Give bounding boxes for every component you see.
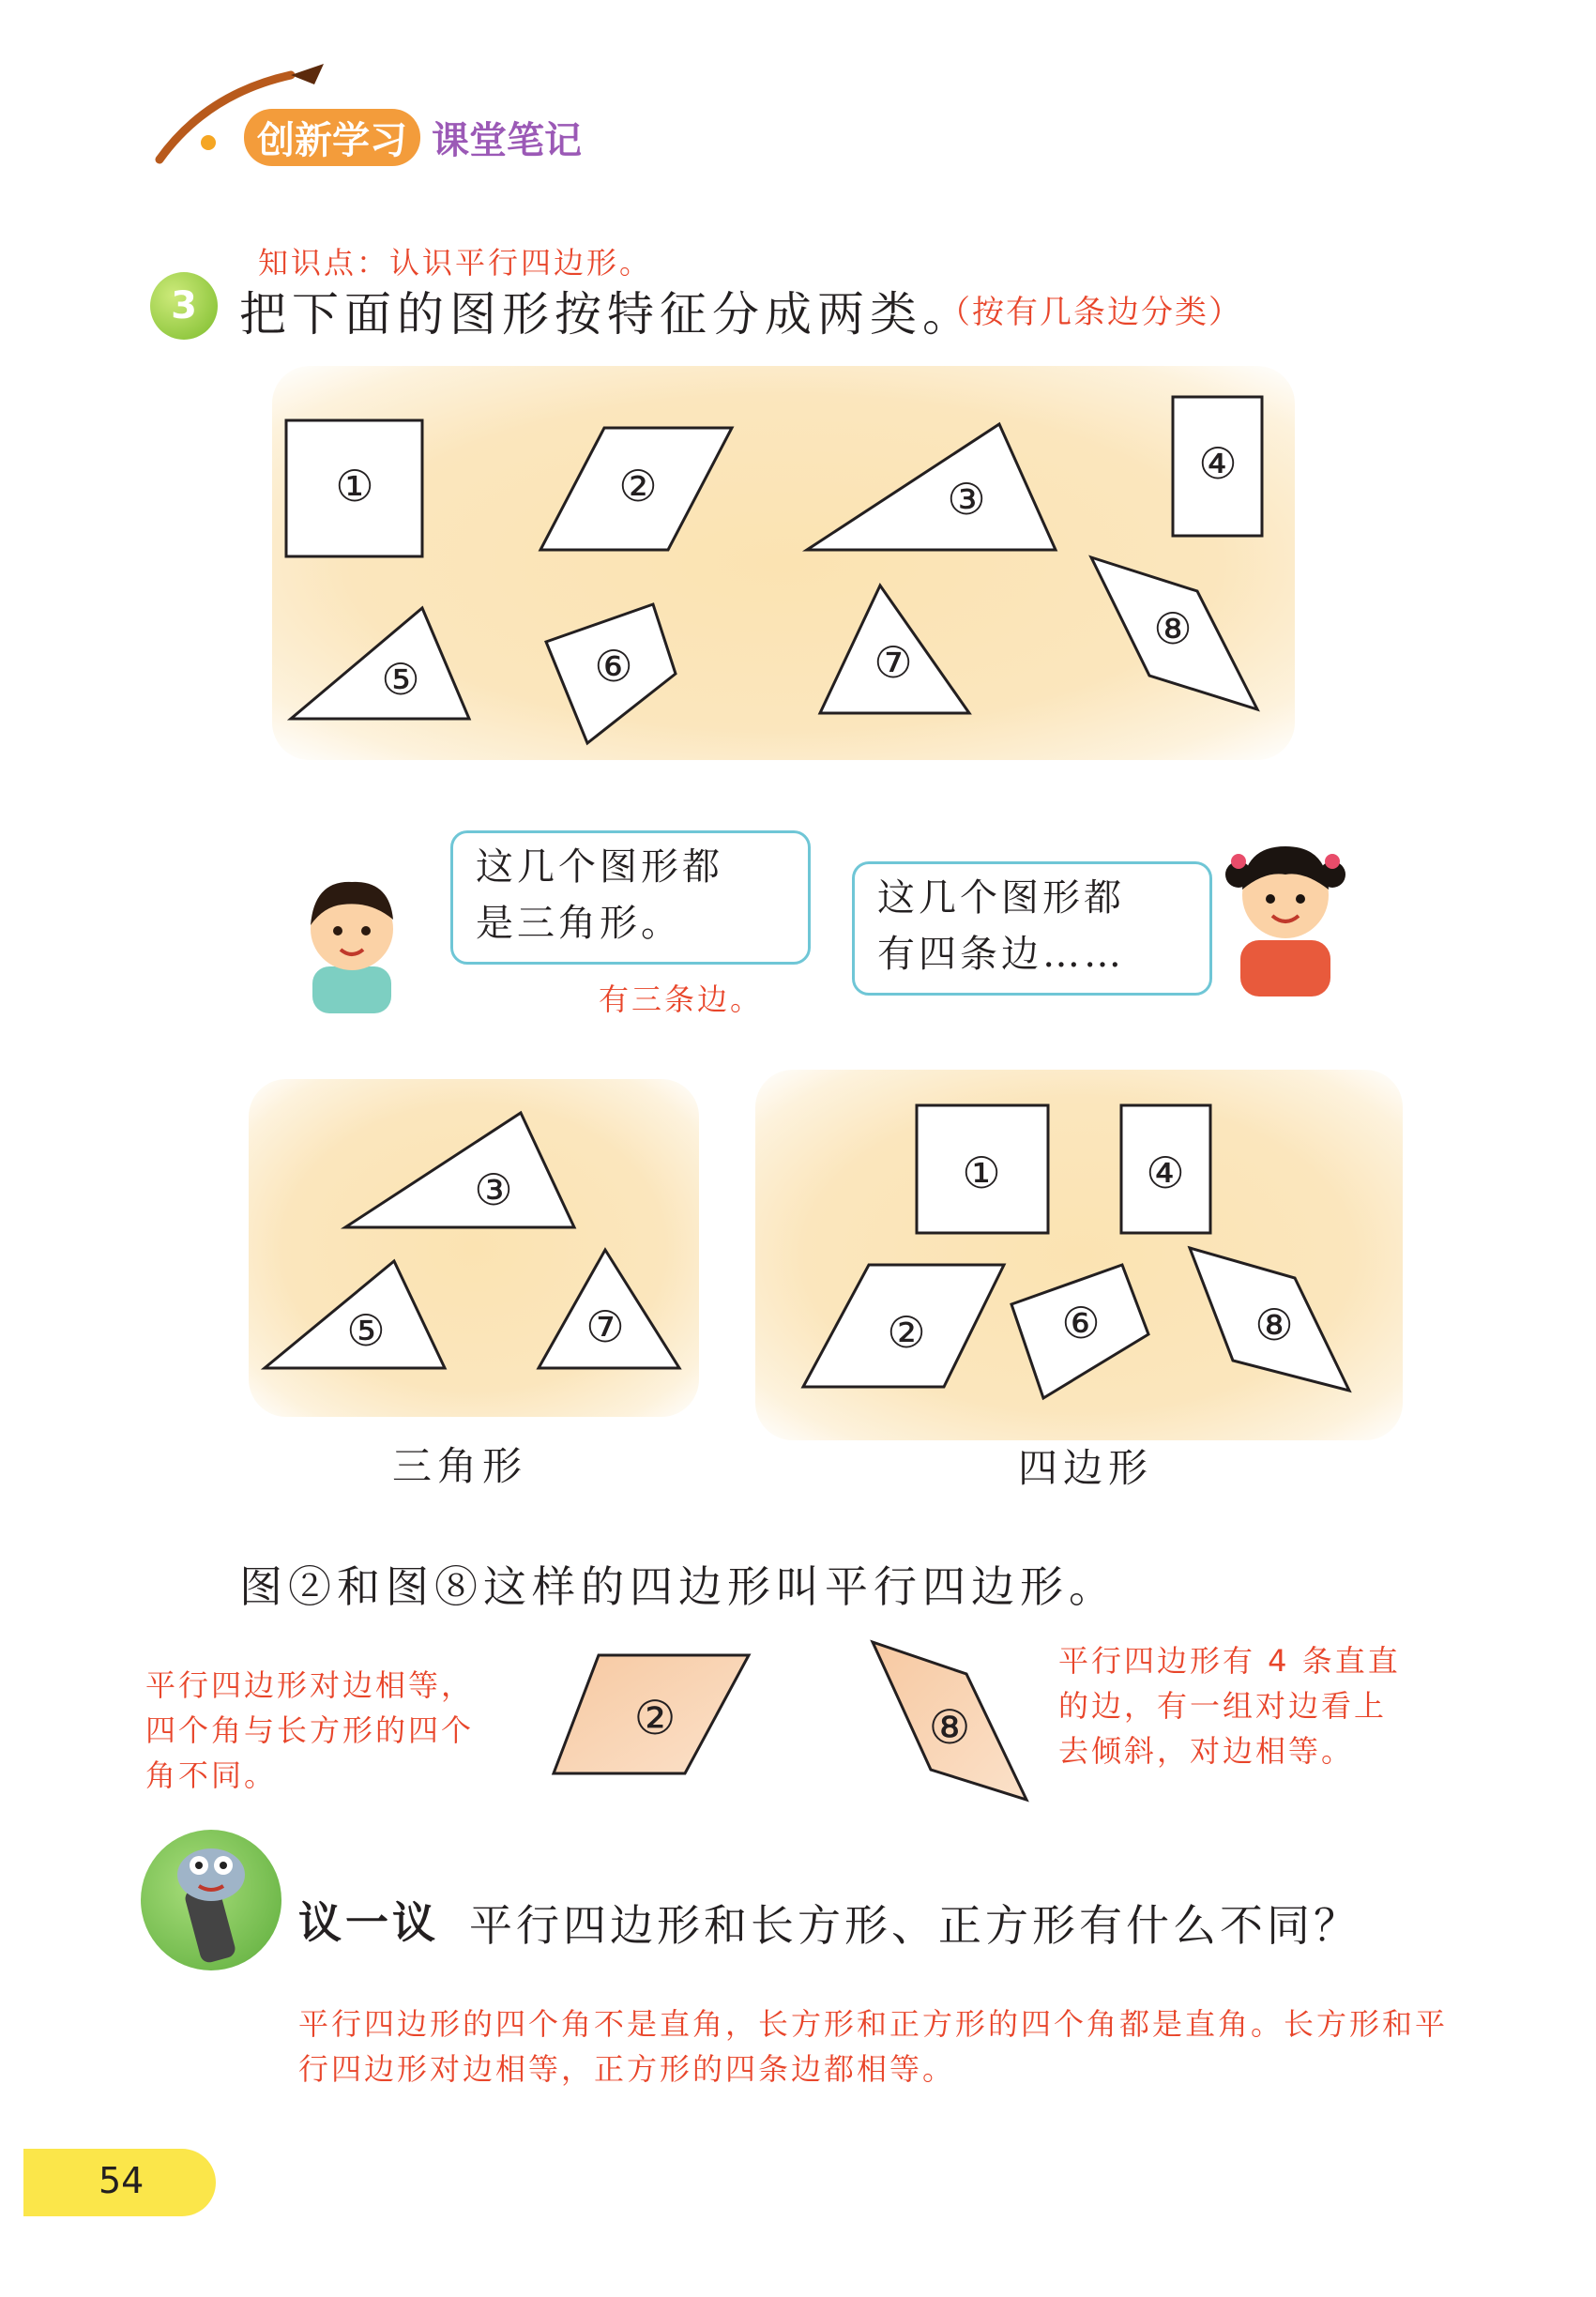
group-triangle-3 — [345, 1113, 574, 1227]
discuss-question: 平行四边形和长方形、正方形有什么不同？ — [469, 1900, 1360, 1951]
group-label-7: ⑦ — [585, 1301, 625, 1352]
shape-1-label: ① — [335, 461, 374, 511]
boy-avatar — [296, 873, 408, 1013]
note-right: 平行四边形有 4 条直直 的边，有一组对边看上 去倾斜，对边相等。 — [1058, 1643, 1401, 1769]
knowledge-note: 知识点：认识平行四边形。 — [258, 245, 653, 281]
page-number-tab — [23, 2149, 216, 2216]
group-label-6: ⑥ — [1061, 1298, 1101, 1348]
group-label-5: ⑤ — [346, 1305, 386, 1356]
grouped-shapes-figure — [0, 1032, 1596, 1464]
shape-5-label: ⑤ — [381, 654, 420, 705]
group-label-3: ③ — [474, 1164, 513, 1215]
discuss-answer: 平行四边形的四个角不是直角，长方形和正方形的四个角都是直角。长方形和平行四边形对边相等，正方形的四条边都相等。 — [298, 2006, 1449, 2087]
group-label-8: ⑧ — [1254, 1300, 1294, 1350]
boy-speech-text: 这几个图形都 是三角形。 — [476, 845, 723, 945]
parallelogram-examples — [525, 1633, 1051, 1811]
group-label-2: ② — [887, 1307, 926, 1358]
triangle-group-label: 三角形 — [392, 1443, 528, 1489]
exercise-number: 3 — [171, 284, 197, 327]
boy-speech-bubble — [450, 830, 811, 965]
example-label-2: ② — [633, 1691, 676, 1745]
discuss-mascot-icon — [141, 1830, 281, 1970]
note-left: 平行四边形对边相等， 四个角与长方形的四个 角不同。 — [145, 1667, 475, 1793]
page-number: 54 — [99, 2160, 144, 2201]
quad-group-label: 四边形 — [1018, 1445, 1154, 1491]
definition-sentence: 图②和图⑧这样的四边形叫平行四边形。 — [239, 1561, 1117, 1612]
shape-5-triangle — [291, 608, 469, 719]
shape-6-label: ⑥ — [594, 641, 633, 692]
shape-2-label: ② — [618, 461, 658, 511]
girl-speech-bubble — [852, 861, 1212, 996]
brand-right: 课堂笔记 — [432, 119, 582, 162]
girl-avatar — [1210, 818, 1360, 996]
exercise-hint: （按有几条边分类） — [938, 294, 1242, 331]
brand-left: 创新学习 — [244, 109, 420, 166]
girl-speech-text: 这几个图形都 有四条边…… — [877, 876, 1125, 976]
boy-speech-note: 有三条边。 — [599, 981, 764, 1017]
shape-7-label: ⑦ — [874, 637, 913, 688]
shape-3-label: ③ — [947, 474, 986, 525]
group-label-4: ④ — [1146, 1148, 1185, 1198]
exercise-title: 把下面的图形按特征分成两类。 — [239, 287, 975, 342]
discuss-label: 议一议 — [298, 1897, 439, 1948]
example-label-8: ⑧ — [928, 1700, 971, 1755]
group-label-1: ① — [962, 1148, 1001, 1198]
shapes-figure — [0, 0, 1596, 769]
shape-3-triangle — [807, 424, 1056, 550]
shape-4-label: ④ — [1198, 438, 1238, 489]
shape-8-label: ⑧ — [1153, 603, 1193, 654]
